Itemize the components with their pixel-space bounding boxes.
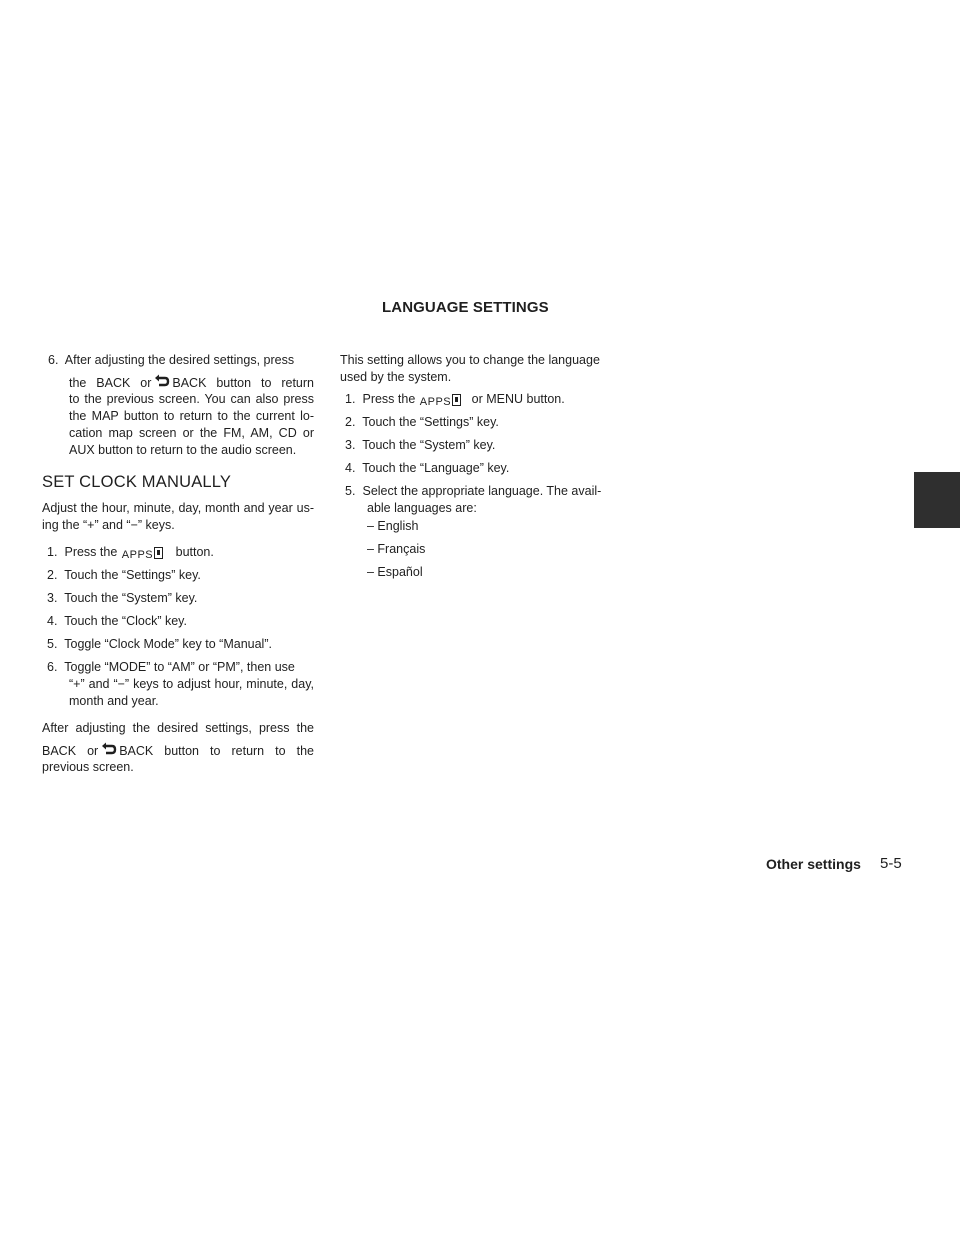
heading-set-clock-manually: SET CLOCK MANUALLY — [42, 473, 232, 491]
step6-line4: the MAP button to return to the current lo- — [69, 409, 314, 423]
step-text: Press the — [362, 392, 416, 406]
step-text: Touch the “Settings” key. — [64, 568, 201, 582]
language-option-espanol: – Español — [367, 565, 423, 579]
step-number: 2. — [345, 415, 356, 429]
clock-intro-line1: Adjust the hour, minute, day, month and year us- — [42, 501, 314, 515]
apps-icon-glyph — [452, 394, 461, 406]
step-number: 4. — [345, 461, 356, 475]
apps-icon-text: APPS — [419, 396, 452, 408]
apps-icon-glyph — [154, 547, 163, 559]
language-step-5-line2: able languages are: — [367, 501, 477, 515]
step6-line2 — [69, 374, 314, 392]
step-number: 5. — [345, 484, 356, 498]
footer-section-label: Other settings — [766, 856, 861, 872]
page-footer — [766, 854, 926, 874]
step-text: After adjusting the desired settings, press — [64, 353, 295, 367]
clock-outro-line3: previous screen. — [42, 760, 134, 774]
step-text: BACK button to return — [172, 376, 314, 390]
language-intro-line1: This setting allows you to change the language — [340, 353, 600, 367]
step-text: the BACK or — [69, 376, 152, 390]
step-text: Toggle “Clock Mode” key to “Manual”. — [64, 637, 272, 651]
language-step-1 — [345, 391, 565, 408]
clock-outro-line1: After adjusting the desired settings, press the — [42, 721, 314, 735]
clock-step-4 — [47, 613, 187, 630]
step-text: Toggle “MODE” to “AM” or “PM”, then use — [64, 660, 295, 674]
step6-line5: cation map screen or the FM, AM, CD or — [69, 426, 314, 440]
clock-step-2 — [47, 567, 201, 584]
clock-step-6-line3: month and year. — [69, 694, 159, 708]
clock-step-1 — [47, 544, 214, 561]
clock-step-6-line1 — [47, 659, 314, 676]
step-text: Touch the “System” key. — [64, 591, 198, 605]
outro-text: BACK button to return to the — [119, 744, 314, 758]
apps-icon — [420, 394, 461, 408]
clock-step-3 — [47, 590, 197, 607]
language-step-5-line1 — [345, 483, 607, 500]
step-number: 3. — [345, 438, 356, 452]
step-number: 6. — [48, 353, 59, 367]
language-intro-line2: used by the system. — [340, 370, 452, 384]
language-step-4 — [345, 460, 509, 477]
clock-step-6-line2: “+” and “−” keys to adjust hour, minute, day, — [69, 677, 314, 691]
clock-step-5 — [47, 636, 272, 653]
step-text: Touch the “System” key. — [362, 438, 496, 452]
chapter-tab-marker — [914, 472, 960, 528]
language-step-2 — [345, 414, 499, 431]
step-text: Press the — [64, 545, 118, 559]
back-arrow-icon — [154, 374, 170, 388]
language-step-3 — [345, 437, 495, 454]
step-number: 5. — [47, 637, 58, 651]
step-text: button. — [175, 545, 214, 559]
step6-line6: AUX button to return to the audio screen. — [69, 443, 297, 457]
step6-line3: to the previous screen. You can also press — [69, 392, 314, 406]
outro-text: BACK or — [42, 744, 99, 758]
step-number: 2. — [47, 568, 58, 582]
step-number: 3. — [47, 591, 58, 605]
clock-outro-line2 — [42, 742, 314, 760]
step-text: Select the appropriate language. The avail- — [362, 484, 602, 498]
step-number: 1. — [47, 545, 58, 559]
back-arrow-icon — [101, 742, 117, 756]
apps-icon — [122, 547, 163, 561]
step-text: Touch the “Language” key. — [362, 461, 510, 475]
step-number: 6. — [47, 660, 58, 674]
section-title-language-settings: LANGUAGE SETTINGS — [382, 299, 549, 316]
language-option-francais: – Français — [367, 542, 426, 556]
step-text: Touch the “Settings” key. — [362, 415, 499, 429]
step-text: or MENU button. — [471, 392, 565, 406]
step-text: Touch the “Clock” key. — [64, 614, 187, 628]
apps-icon-text: APPS — [121, 549, 154, 561]
step6-line1 — [48, 352, 314, 369]
clock-intro-line2: ing the “+” and “−” keys. — [42, 518, 175, 532]
step-number: 4. — [47, 614, 58, 628]
page-number: 5-5 — [880, 855, 902, 872]
language-option-english: – English — [367, 519, 419, 533]
step-number: 1. — [345, 392, 356, 406]
